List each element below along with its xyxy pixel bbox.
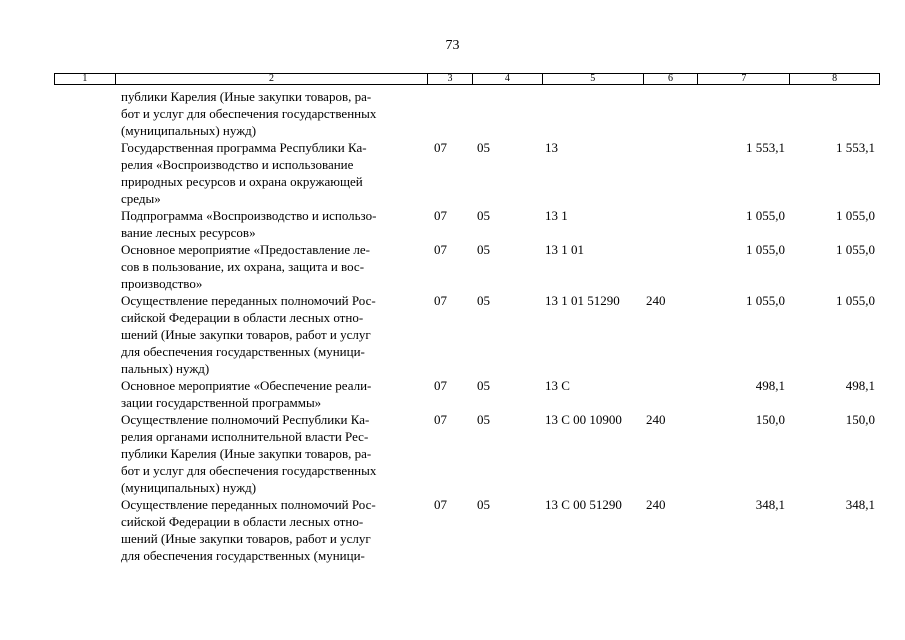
description-line: бот и услуг для обеспечения государственных: [121, 106, 377, 121]
column-header-5: 5: [543, 74, 644, 84]
description-line: шений (Иные закупки товаров, работ и услуг: [121, 531, 371, 546]
column-header-7: 7: [698, 74, 790, 84]
cell-subsection: 05: [477, 412, 490, 427]
cell-target-code: 13: [545, 140, 558, 155]
cell-amount-1: 498,1: [755, 378, 785, 393]
description-line: Осуществление полномочий Республики Ка-: [121, 412, 370, 427]
cell-expense-type: 240: [646, 412, 666, 427]
cell-col-1: [54, 411, 115, 496]
description-line: Основное мероприятие «Обеспечение реали-: [121, 378, 372, 393]
table-row: [54, 292, 880, 377]
cell-amount-2: 1 055,0: [836, 293, 875, 308]
description-line: Осуществление переданных полномочий Рос-: [121, 293, 376, 308]
description-line: бот и услуг для обеспечения государственных: [121, 463, 377, 478]
cell-target-code: 13 1 01: [545, 242, 584, 257]
cell-section: 07: [434, 242, 447, 257]
cell-subsection: 05: [477, 242, 490, 257]
cell-section: 07: [434, 293, 447, 308]
cell-expense-type: [644, 139, 699, 207]
cell-description: [115, 139, 428, 207]
table-body: [54, 88, 880, 564]
cell-subsection: 05: [477, 208, 490, 223]
cell-description: [115, 496, 428, 564]
cell-col-1: [54, 241, 115, 292]
cell-col-1: [54, 139, 115, 207]
cell-description: [115, 207, 428, 241]
description-line: (муниципальных) нужд): [121, 480, 257, 495]
description-line: среды»: [121, 191, 161, 206]
cell-target-code: 13 1 01 51290: [545, 293, 620, 308]
description-line: Государственная программа Республики Ка-: [121, 140, 367, 155]
cell-description: [115, 411, 428, 496]
cell-subsection: 05: [477, 140, 490, 155]
description-line: релия органами исполнительной власти Рес-: [121, 429, 369, 444]
table-row: [54, 241, 880, 292]
cell-subsection: [473, 88, 543, 139]
cell-amount-2: 1 553,1: [836, 140, 875, 155]
cell-description: [115, 377, 428, 411]
description-line: для обеспечения государственных (муници-: [121, 344, 365, 359]
description-line: шений (Иные закупки товаров, работ и услуг: [121, 327, 371, 342]
cell-amount-1: 1 055,0: [746, 293, 785, 308]
cell-expense-type: [644, 241, 699, 292]
table-row: [54, 377, 880, 411]
description-line: пальных) нужд): [121, 361, 210, 376]
description-line: Основное мероприятие «Предоставление ле-: [121, 242, 370, 257]
cell-subsection: 05: [477, 378, 490, 393]
cell-target-code: 13 С 00 10900: [545, 412, 622, 427]
cell-amount-2: 1 055,0: [836, 208, 875, 223]
cell-expense-type: [644, 377, 699, 411]
cell-amount-1: 348,1: [755, 497, 785, 512]
description-line: релия «Воспроизводство и использование: [121, 157, 354, 172]
cell-amount-2: 348,1: [845, 497, 875, 512]
cell-amount-1: 1 055,0: [746, 208, 785, 223]
cell-col-1: [54, 207, 115, 241]
description-line: сийской Федерации в области лесных отно-: [121, 310, 364, 325]
table-row: [54, 411, 880, 496]
description-line: природных ресурсов и охрана окружающей: [121, 174, 363, 189]
cell-amount-2: 498,1: [845, 378, 875, 393]
column-header-2: 2: [116, 74, 428, 84]
description-line: производство»: [121, 276, 203, 291]
cell-expense-type: [644, 88, 699, 139]
cell-col-1: [54, 496, 115, 564]
column-header-6: 6: [644, 74, 699, 84]
cell-amount-1: 150,0: [755, 412, 785, 427]
cell-target-code: 13 1: [545, 208, 568, 223]
table-row: [54, 88, 880, 139]
table-row: [54, 139, 880, 207]
cell-expense-type: 240: [646, 497, 666, 512]
cell-section: 07: [434, 208, 447, 223]
description-line: (муниципальных) нужд): [121, 123, 257, 138]
cell-amount-1: 1 553,1: [746, 140, 785, 155]
cell-amount-2: [791, 88, 880, 139]
cell-section: 07: [434, 412, 447, 427]
cell-target-code: 13 С: [545, 378, 570, 393]
description-line: Осуществление переданных полномочий Рос-: [121, 497, 376, 512]
cell-description: [115, 292, 428, 377]
description-line: вание лесных ресурсов»: [121, 225, 256, 240]
description-line: для обеспечения государственных (муници-: [121, 548, 365, 563]
cell-amount-1: 1 055,0: [746, 242, 785, 257]
table-header: [54, 73, 880, 85]
cell-amount-2: 1 055,0: [836, 242, 875, 257]
cell-col-1: [54, 88, 115, 139]
cell-col-1: [54, 377, 115, 411]
cell-section: 07: [434, 497, 447, 512]
description-line: зации государственной программы»: [121, 395, 322, 410]
cell-expense-type: 240: [646, 293, 666, 308]
column-header-8: 8: [832, 73, 838, 84]
description-line: публики Карелия (Иные закупки товаров, ра-: [121, 89, 372, 104]
column-header-3: 3: [428, 74, 473, 84]
cell-expense-type: [644, 207, 699, 241]
description-line: публики Карелия (Иные закупки товаров, ра-: [121, 446, 372, 461]
description-line: сов в пользование, их охрана, защита и вос-: [121, 259, 365, 274]
table-row: [54, 207, 880, 241]
page-number: 73: [445, 38, 460, 53]
description-line: Подпрограмма «Воспроизводство и использо-: [121, 208, 377, 223]
cell-target-code: [543, 88, 644, 139]
description-line: сийской Федерации в области лесных отно-: [121, 514, 364, 529]
cell-subsection: 05: [477, 497, 490, 512]
cell-section: 07: [434, 378, 447, 393]
cell-section: 07: [434, 140, 447, 155]
cell-description: [115, 88, 428, 139]
cell-subsection: 05: [477, 293, 490, 308]
cell-amount-1: [699, 88, 791, 139]
column-header-1: 1: [55, 74, 116, 84]
column-header-4: 4: [473, 74, 543, 84]
cell-section: [428, 88, 473, 139]
cell-amount-2: 150,0: [845, 412, 875, 427]
table-row: [54, 496, 880, 564]
cell-description: [115, 241, 428, 292]
cell-target-code: 13 С 00 51290: [545, 497, 622, 512]
cell-col-1: [54, 292, 115, 377]
